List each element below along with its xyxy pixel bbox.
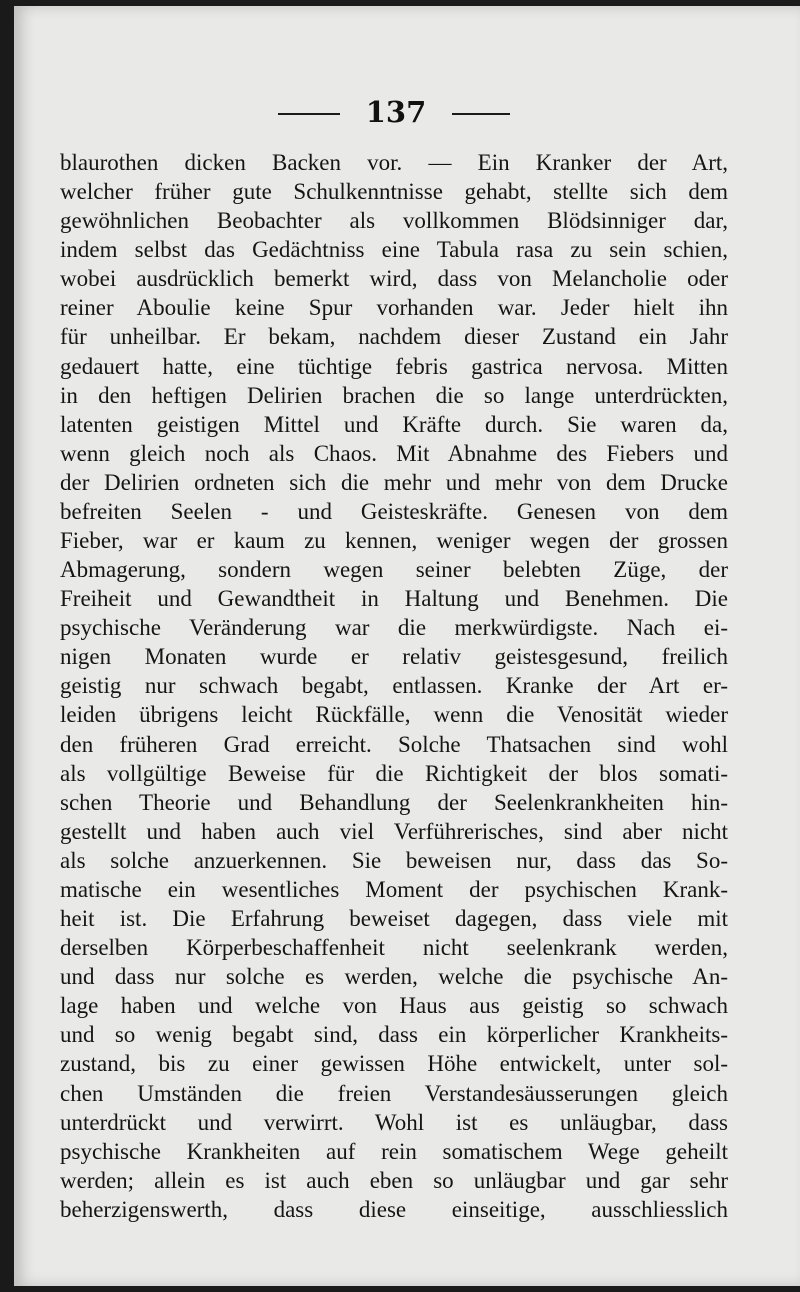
text-line: welcher früher gute Schulkenntnisse gehabt, stellte sich dem — [60, 179, 728, 205]
page-number: 137 — [365, 95, 427, 129]
text-line: als solche anzuerkennen. Sie beweisen nur, dass das So- — [60, 847, 728, 873]
text-line: für unheilbar. Er bekam, nachdem dieser Zustand ein Jahr — [60, 324, 728, 350]
text-line: gestellt und haben auch viel Verführerisches, sind aber nicht — [60, 818, 728, 844]
text-line: indem selbst das Gedächtniss eine Tabula rasa zu sein schien, — [60, 237, 728, 263]
text-line: Fieber, war er kaum zu kennen, weniger wegen der grossen — [60, 528, 728, 554]
text-line: unterdrückt und verwirrt. Wohl ist es unläugbar, dass — [60, 1109, 728, 1135]
text-line: gewöhnlichen Beobachter als vollkommen Blödsinniger dar, — [60, 208, 728, 234]
text-line: in den heftigen Delirien brachen die so lange unterdrückten, — [60, 382, 728, 408]
text-line: psychische Veränderung war die merkwürdigste. Nach ei- — [60, 615, 728, 641]
text-line: reiner Aboulie keine Spur vorhanden war. Jeder hielt ihn — [60, 295, 728, 321]
text-line: leiden übrigens leicht Rückfälle, wenn die Venosität wieder — [60, 702, 728, 728]
text-line: heit ist. Die Erfahrung beweiset dagegen, dass viele mit — [60, 906, 728, 932]
text-line: Abmagerung, sondern wegen seiner belebten Züge, der — [60, 557, 728, 583]
text-line: zustand, bis zu einer gewissen Höhe entwickelt, unter sol- — [60, 1051, 728, 1077]
text-line: den früheren Grad erreicht. Solche Thatsachen sind wohl — [60, 731, 728, 757]
text-line: psychische Krankheiten auf rein somatischem Wege geheilt — [60, 1138, 728, 1164]
text-line: lage haben und welche von Haus aus geistig so schwach — [60, 993, 728, 1019]
text-line: und so wenig begabt sind, dass ein körperlicher Krankheits- — [60, 1022, 728, 1048]
book-page — [14, 6, 800, 1286]
text-line: Freiheit und Gewandtheit in Haltung und Benehmen. Die — [60, 586, 728, 612]
text-line: der Delirien ordneten sich die mehr und mehr von dem Drucke — [60, 469, 728, 495]
text-line: beherzigenswerth, dass diese einseitige, ausschliesslich — [60, 1196, 728, 1222]
body-text — [60, 148, 728, 1224]
text-line: wobei ausdrücklich bemerkt wird, dass von Melancholie oder — [60, 266, 728, 292]
text-line: latenten geistigen Mittel und Kräfte durch. Sie waren da, — [60, 411, 728, 437]
text-line: chen Umständen die freien Verstandesäusserungen gleich — [60, 1080, 728, 1106]
text-line: wenn gleich noch als Chaos. Mit Abnahme des Fiebers und — [60, 440, 728, 466]
text-line: matische ein wesentliches Moment der psychischen Krank- — [60, 876, 728, 902]
header-rule-left — [278, 113, 340, 115]
text-line: als vollgültige Beweise für die Richtigkeit der blos somati- — [60, 760, 728, 786]
text-line: werden; allein es ist auch eben so unläugbar und gar sehr — [60, 1167, 728, 1193]
text-line: nigen Monaten wurde er relativ geistesgesund, freilich — [60, 644, 728, 670]
text-line: gedauert hatte, eine tüchtige febris gastrica nervosa. Mitten — [60, 353, 728, 379]
page-header — [14, 94, 800, 134]
text-line: schen Theorie und Behandlung der Seelenkrankheiten hin- — [60, 789, 728, 815]
text-line: und dass nur solche es werden, welche die psychische An- — [60, 964, 728, 990]
text-line: befreiten Seelen - und Geisteskräfte. Genesen von dem — [60, 498, 728, 524]
text-line: geistig nur schwach begabt, entlassen. Kranke der Art er- — [60, 673, 728, 699]
text-line: derselben Körperbeschaffenheit nicht seelenkrank werden, — [60, 935, 728, 961]
text-line: blaurothen dicken Backen vor. — Ein Kranker der Art, — [60, 150, 728, 175]
header-rule-right — [452, 113, 510, 115]
